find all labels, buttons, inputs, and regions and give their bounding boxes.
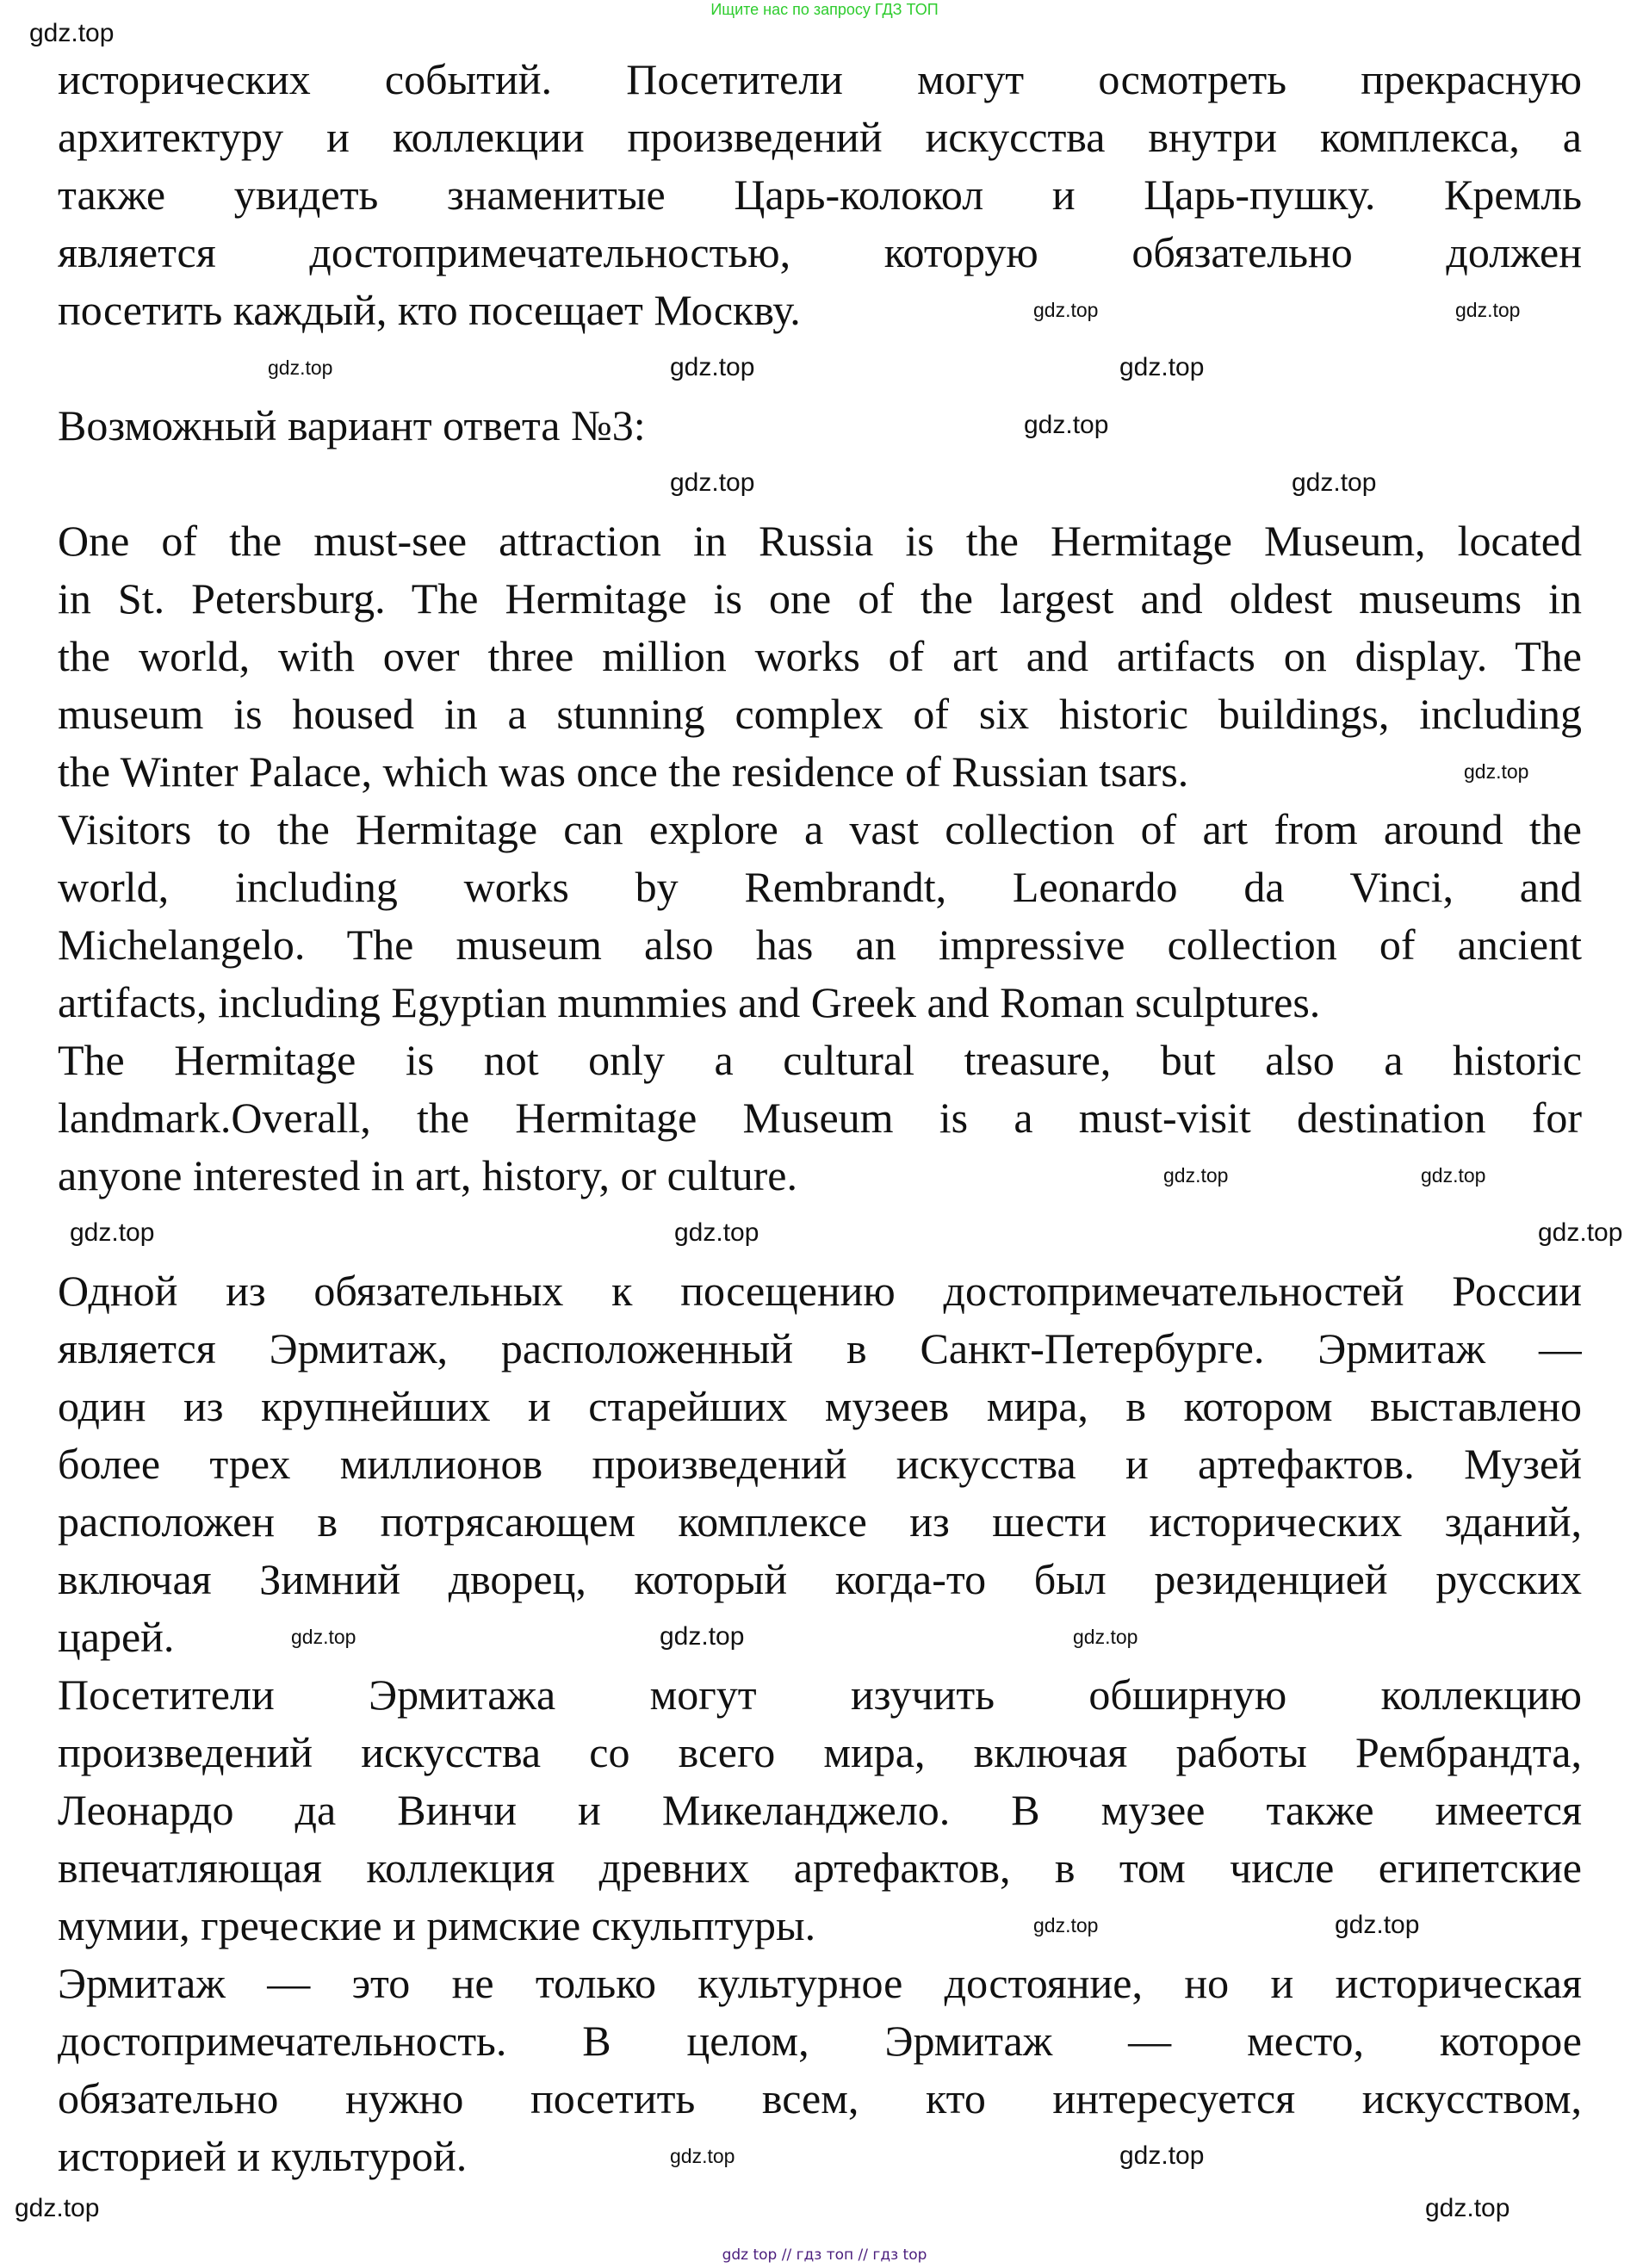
text-line: расположен в потрясающем комплексе из шести исторических зданий,: [58, 1497, 1582, 1546]
text-line: The Hermitage is not only a cultural treasure, but also a historic: [58, 1036, 1582, 1084]
text-line: the world, with over three million works of art and artifacts on display. The: [58, 632, 1582, 680]
watermark-text: gdz.top: [670, 353, 755, 381]
text-line: [58, 1205, 1582, 1262]
watermark-text: gdz.top: [660, 1622, 745, 1651]
text-line: Леонардо да Винчи и Микеланджело. В музее также имеется: [58, 1786, 1582, 1834]
watermark-text: gdz.top: [670, 468, 755, 497]
watermark-text: gdz.top: [1292, 468, 1377, 497]
text-line: царей.: [58, 1613, 175, 1661]
text-line: более трех миллионов произведений искусства и артефактов. Музей: [58, 1440, 1582, 1488]
text-line: Эрмитаж — это не только культурное достояние, но и историческая: [58, 1959, 1582, 2007]
watermark-text: gdz.top: [1335, 1911, 1420, 1939]
text-line: artifacts, including Egyptian mummies and Greek and Roman sculptures.: [58, 978, 1321, 1026]
watermark-text: gdz.top: [1455, 299, 1521, 321]
text-line: museum is housed in a stunning complex of six historic buildings, including: [58, 690, 1582, 738]
watermark-text: gdz.top: [1033, 1914, 1099, 1936]
watermark-text: gdz.top: [1024, 411, 1109, 439]
text-line: историей и культурой.: [58, 2132, 468, 2180]
header-banner: Ищите нас по запросу ГДЗ ТОП: [710, 1, 939, 18]
watermark-text: gdz.top: [1421, 1164, 1486, 1187]
text-line: landmark.Overall, the Hermitage Museum is a must-visit destination for: [58, 1094, 1582, 1142]
text-line: исторических событий. Посетители могут осмотреть прекрасную: [58, 55, 1582, 103]
watermark-text: gdz.top: [1163, 1164, 1229, 1187]
text-line: впечатляющая коллекция древних артефактов, в том числе египетские: [58, 1844, 1582, 1892]
watermark-text: gdz.top: [1538, 1218, 1623, 1247]
watermark-text: gdz.top: [670, 2145, 735, 2167]
text-line: the Winter Palace, which was once the residence of Russian tsars.: [58, 747, 1189, 796]
text-line: один из крупнейших и старейших музеев мира, в котором выставлено: [58, 1382, 1582, 1430]
text-line: Возможный вариант ответа №3:: [58, 401, 646, 449]
watermark-text: gdz.top: [15, 2194, 100, 2222]
text-line: anyone interested in art, history, or culture.: [58, 1151, 797, 1199]
text-line: архитектуру и коллекции произведений искусства внутри комплекса, а: [58, 113, 1582, 161]
text-line: world, including works by Rembrandt, Leonardo da Vinci, and: [58, 863, 1582, 911]
watermark-text: gdz.top: [70, 1218, 155, 1247]
text-line: включая Зимний дворец, который когда-то был резиденцией русских: [58, 1555, 1582, 1603]
watermark-text: gdz.top: [291, 1626, 356, 1648]
watermark-text: gdz.top: [1119, 353, 1205, 381]
watermark-text: gdz.top: [1073, 1626, 1138, 1648]
watermark-text: gdz.top: [1119, 2141, 1205, 2170]
text-line: Посетители Эрмитажа могут изучить обширную коллекцию: [58, 1670, 1582, 1719]
text-line: посетить каждый, кто посещает Москву.: [58, 286, 801, 334]
text-line: достопримечательность. В целом, Эрмитаж — место, которое: [58, 2017, 1582, 2065]
text-line: in St. Petersburg. The Hermitage is one of the largest and oldest museums in: [58, 574, 1582, 623]
watermark-text: gdz.top: [1425, 2194, 1510, 2222]
text-line: Visitors to the Hermitage can explore a vast collection of art from around the: [58, 805, 1582, 853]
text-line: является Эрмитаж, расположенный в Санкт-Петербурге. Эрмитаж —: [58, 1324, 1582, 1373]
text-line: Одной из обязательных к посещению достопримечательностей России: [58, 1267, 1582, 1315]
watermark-text: gdz.top: [1464, 760, 1529, 783]
text-line: мумии, греческие и римские скульптуры.: [58, 1901, 816, 1949]
text-line: Michelangelo. The museum also has an impressive collection of ancient: [58, 920, 1582, 969]
text-line: является достопримечательностью, которую обязательно должен: [58, 228, 1582, 276]
text-line: произведений искусства со всего мира, включая работы Рембрандта,: [58, 1728, 1582, 1776]
watermark-text: gdz.top: [29, 19, 115, 47]
text-line: One of the must-see attraction in Russia is the Hermitage Museum, located: [58, 517, 1582, 565]
watermark-text: gdz.top: [674, 1218, 759, 1247]
text-line: обязательно нужно посетить всем, кто интересуется искусством,: [58, 2074, 1582, 2122]
watermark-text: gdz.top: [268, 356, 333, 379]
text-line: также увидеть знаменитые Царь-колокол и Царь-пушку. Кремль: [58, 170, 1582, 219]
watermark-text: gdz.top: [1033, 299, 1099, 321]
footer-banner: gdz top // гдз топ // гдз top: [722, 2246, 927, 2264]
